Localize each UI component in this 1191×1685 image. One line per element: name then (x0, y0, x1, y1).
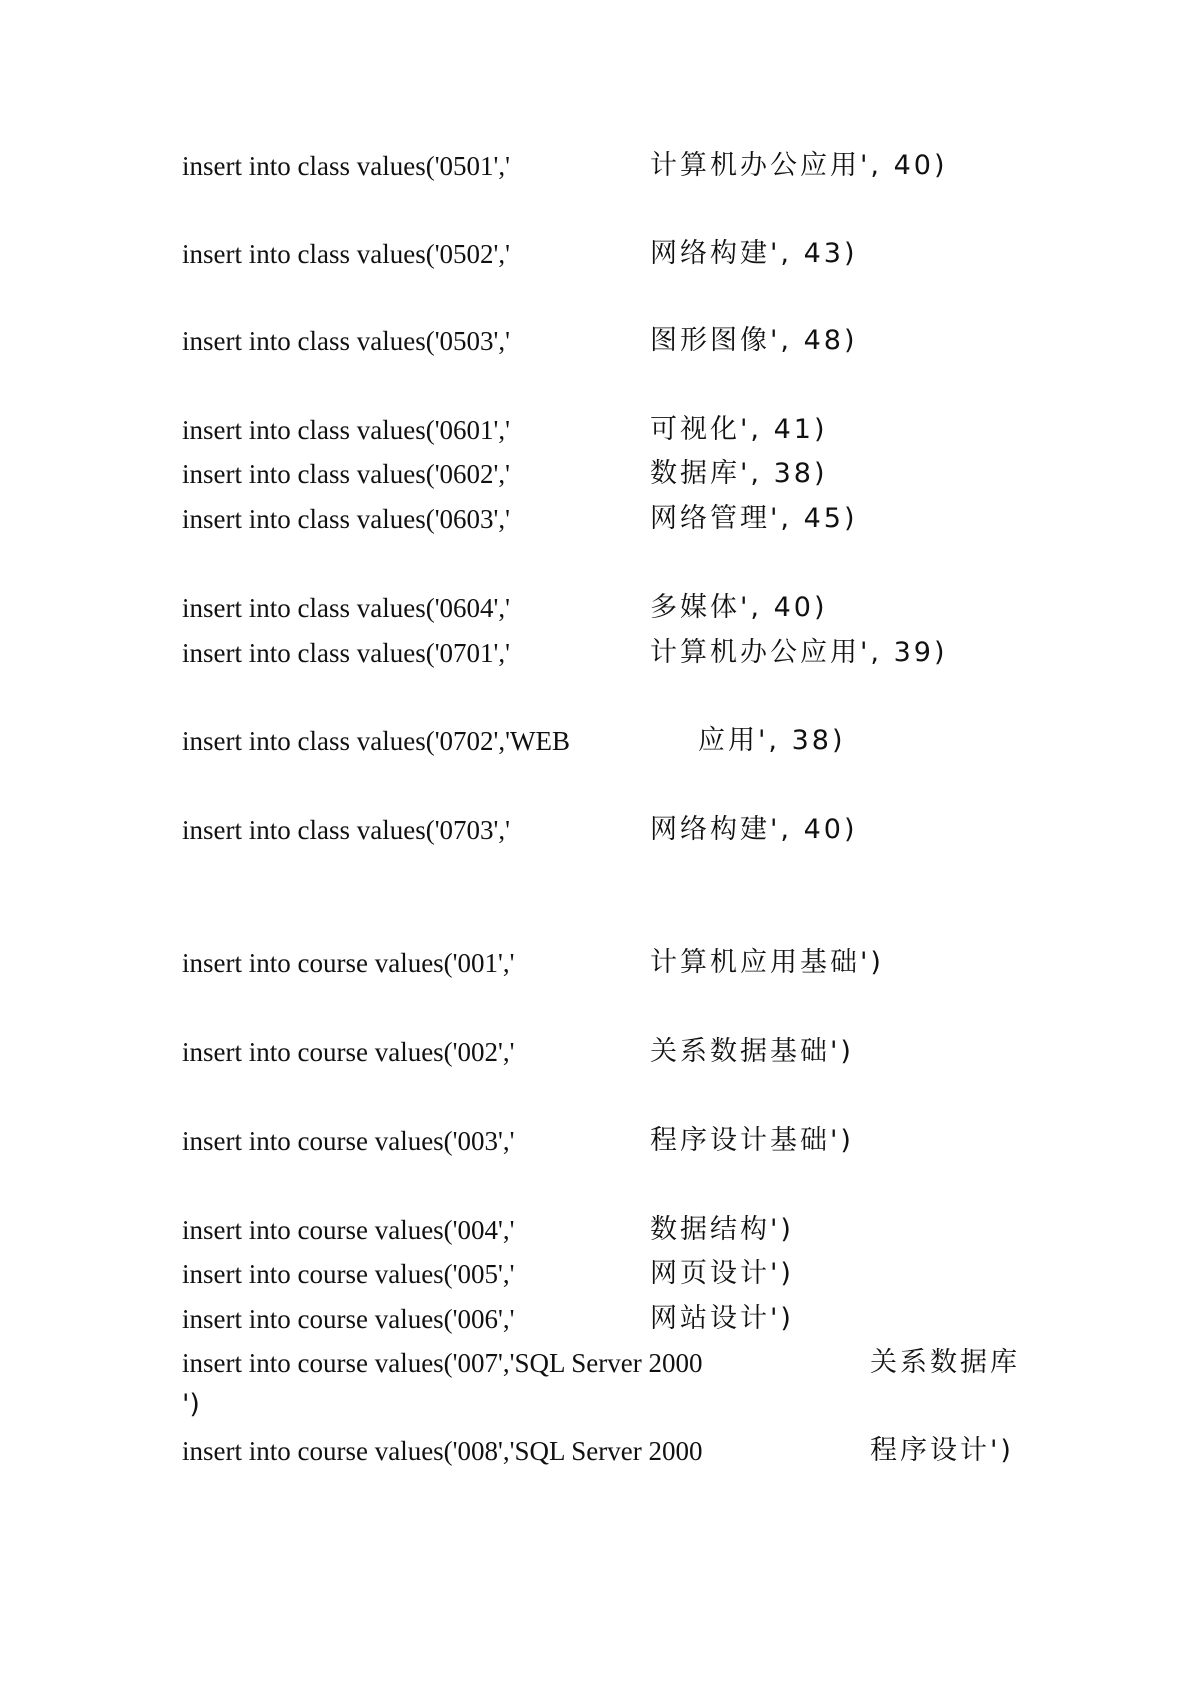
chinese-value: 可视化', 41) (650, 414, 828, 445)
sql-text: insert into class values('0702','WEB (182, 726, 571, 756)
course-insert-line (0, 1121, 1191, 1161)
sql-text: insert into course values('007','SQL Server 2000 (182, 1348, 703, 1378)
chinese-value: 图形图像', 48) (650, 325, 858, 356)
chinese-value: 计算机办公应用', 40) (650, 150, 948, 181)
sql-text: insert into course values('008','SQL Server 2000 (182, 1436, 703, 1466)
chinese-value: 数据库', 38) (650, 458, 828, 489)
sql-text: insert into course values('004',' (182, 1215, 515, 1245)
chinese-value: 网络构建', 43) (650, 238, 858, 269)
chinese-value: 计算机办公应用', 39) (650, 637, 948, 668)
continuation-text: ') (182, 1389, 200, 1420)
class-insert-line (0, 146, 1191, 186)
class-insert-line (0, 633, 1191, 673)
sql-text: insert into class values('0701',' (182, 638, 511, 668)
sql-text: insert into class values('0602',' (182, 459, 511, 489)
class-insert-line (0, 321, 1191, 361)
class-insert-line (0, 721, 1191, 761)
sql-text: insert into course values('001',' (182, 948, 515, 978)
sql-text: insert into class values('0503',' (182, 326, 511, 356)
class-insert-line (0, 454, 1191, 494)
chinese-value: 多媒体', 40) (650, 592, 828, 623)
class-insert-line (0, 588, 1191, 628)
chinese-value: 应用', 38) (698, 725, 846, 756)
course-insert-line (0, 1299, 1191, 1339)
class-insert-line (0, 410, 1191, 450)
course-insert-continuation (0, 1385, 1191, 1425)
course-insert-line (0, 1431, 1191, 1471)
chinese-value: 程序设计基础') (650, 1125, 854, 1156)
class-insert-line (0, 499, 1191, 539)
course-insert-line (0, 1254, 1191, 1294)
chinese-value: 程序设计') (870, 1435, 1014, 1466)
sql-text: insert into class values('0501',' (182, 151, 511, 181)
chinese-value: 网络构建', 40) (650, 814, 858, 845)
course-insert-line (0, 1210, 1191, 1250)
sql-text: insert into course values('003',' (182, 1126, 515, 1156)
sql-text: insert into class values('0603',' (182, 504, 511, 534)
course-insert-line (0, 1343, 1191, 1383)
chinese-value: 网络管理', 45) (650, 503, 858, 534)
course-insert-line (0, 943, 1191, 983)
class-insert-line (0, 234, 1191, 274)
chinese-value: 网站设计') (650, 1303, 794, 1334)
sql-text: insert into course values('002',' (182, 1037, 515, 1067)
sql-text: insert into class values('0703',' (182, 815, 511, 845)
sql-text: insert into class values('0601',' (182, 415, 511, 445)
sql-text: insert into class values('0604',' (182, 593, 511, 623)
chinese-value: 关系数据基础') (650, 1036, 854, 1067)
class-insert-line (0, 810, 1191, 850)
sql-text: insert into course values('005',' (182, 1259, 515, 1289)
chinese-value: 计算机应用基础') (650, 947, 884, 978)
chinese-value: 数据结构') (650, 1214, 794, 1245)
sql-text: insert into course values('006',' (182, 1304, 515, 1334)
chinese-value: 关系数据库 (870, 1347, 1020, 1378)
chinese-value: 网页设计') (650, 1258, 794, 1289)
course-insert-line (0, 1032, 1191, 1072)
sql-text: insert into class values('0502',' (182, 239, 511, 269)
